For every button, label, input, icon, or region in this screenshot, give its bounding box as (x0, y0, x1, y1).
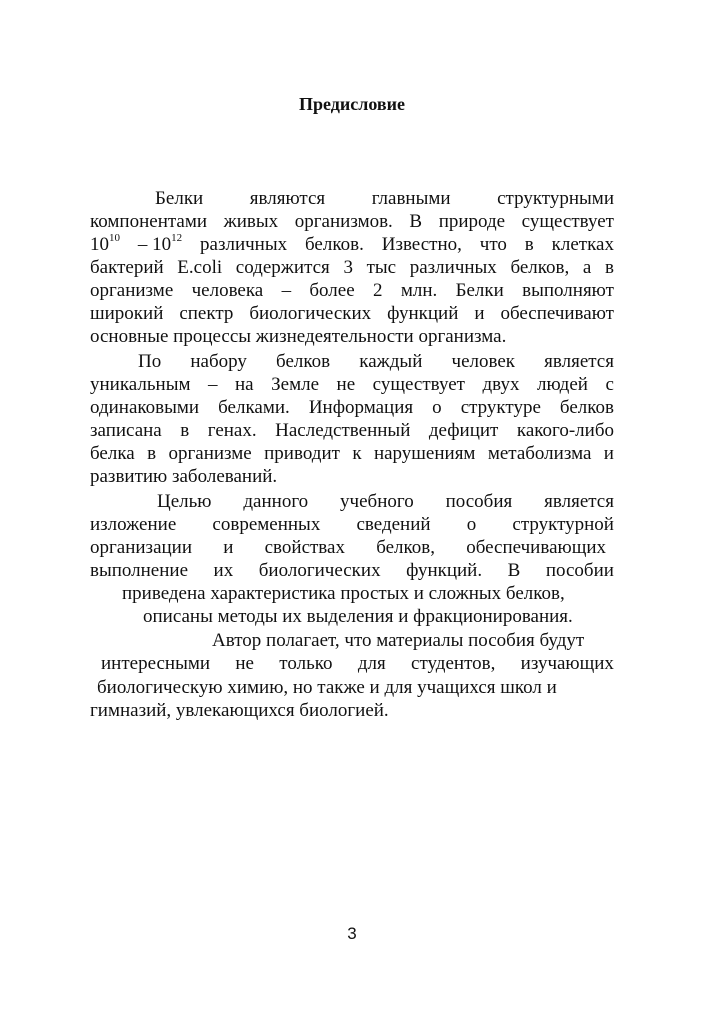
p1-line-3: $10^{10}$ – $10^{12}$ различных белков. Известно, что в клетках (90, 231, 614, 255)
p1-line-2: компонентами живых организмов. В природе существует (90, 211, 614, 232)
p2-line-6: развитию заболеваний. (90, 466, 278, 487)
p3-line-1: Целью данного учебного пособия является (157, 491, 614, 512)
p3-line-6: описаны методы их выделения и фракционирования. (143, 606, 573, 627)
p1-line-7: основные процессы жизнедеятельности организма. (90, 326, 507, 347)
p2-line-1: По набору белков каждый человек является (138, 351, 614, 372)
p2-line-4: записана в генах. Наследственный дефицит какого-либо (90, 420, 614, 441)
p2-line-5: белка в организме приводит к нарушениям метаболизма и (90, 443, 614, 464)
p3-line-5: приведена характеристика простых и сложных белков, (122, 583, 565, 604)
p4-line-4: гимназий, увлекающихся биологией. (90, 700, 389, 721)
p1-line-6: широкий спектр биологических функций и обеспечивают (90, 303, 614, 324)
p4-line-3: биологическую химию, но также и для учащихся школ и (97, 677, 557, 698)
page-title: Предисловие (299, 94, 405, 114)
p3-line-2: изложение современных сведений о структурной (90, 514, 614, 535)
p3-line-3: организации и свойствах белков, обеспечивающих (90, 537, 606, 558)
p1-line-5: организме человека – более 2 млн. Белки выполняют (90, 280, 614, 301)
p1-line-4: бактерий E.coli содержится 3 тыс различных белков, а в (90, 257, 614, 278)
p2-line-2: уникальным – на Земле не существует двух людей с (90, 374, 614, 395)
p1-line-1: Белки являются главными структурными (155, 188, 614, 209)
p3-line-4: выполнение их биологических функций. В пособии (90, 560, 614, 581)
p4-line-2: интересными не только для студентов, изучающих (101, 653, 614, 674)
p2-line-3: одинаковыми белками. Информация о структуре белков (90, 397, 614, 418)
number-10-pow-12: – $10^{12}$ (137, 231, 183, 255)
p4-line-1: Автор полагает, что материалы пособия будут (212, 630, 585, 651)
page-number: 3 (347, 924, 357, 943)
number-10-pow-10: $10^{10}$ (90, 231, 120, 255)
